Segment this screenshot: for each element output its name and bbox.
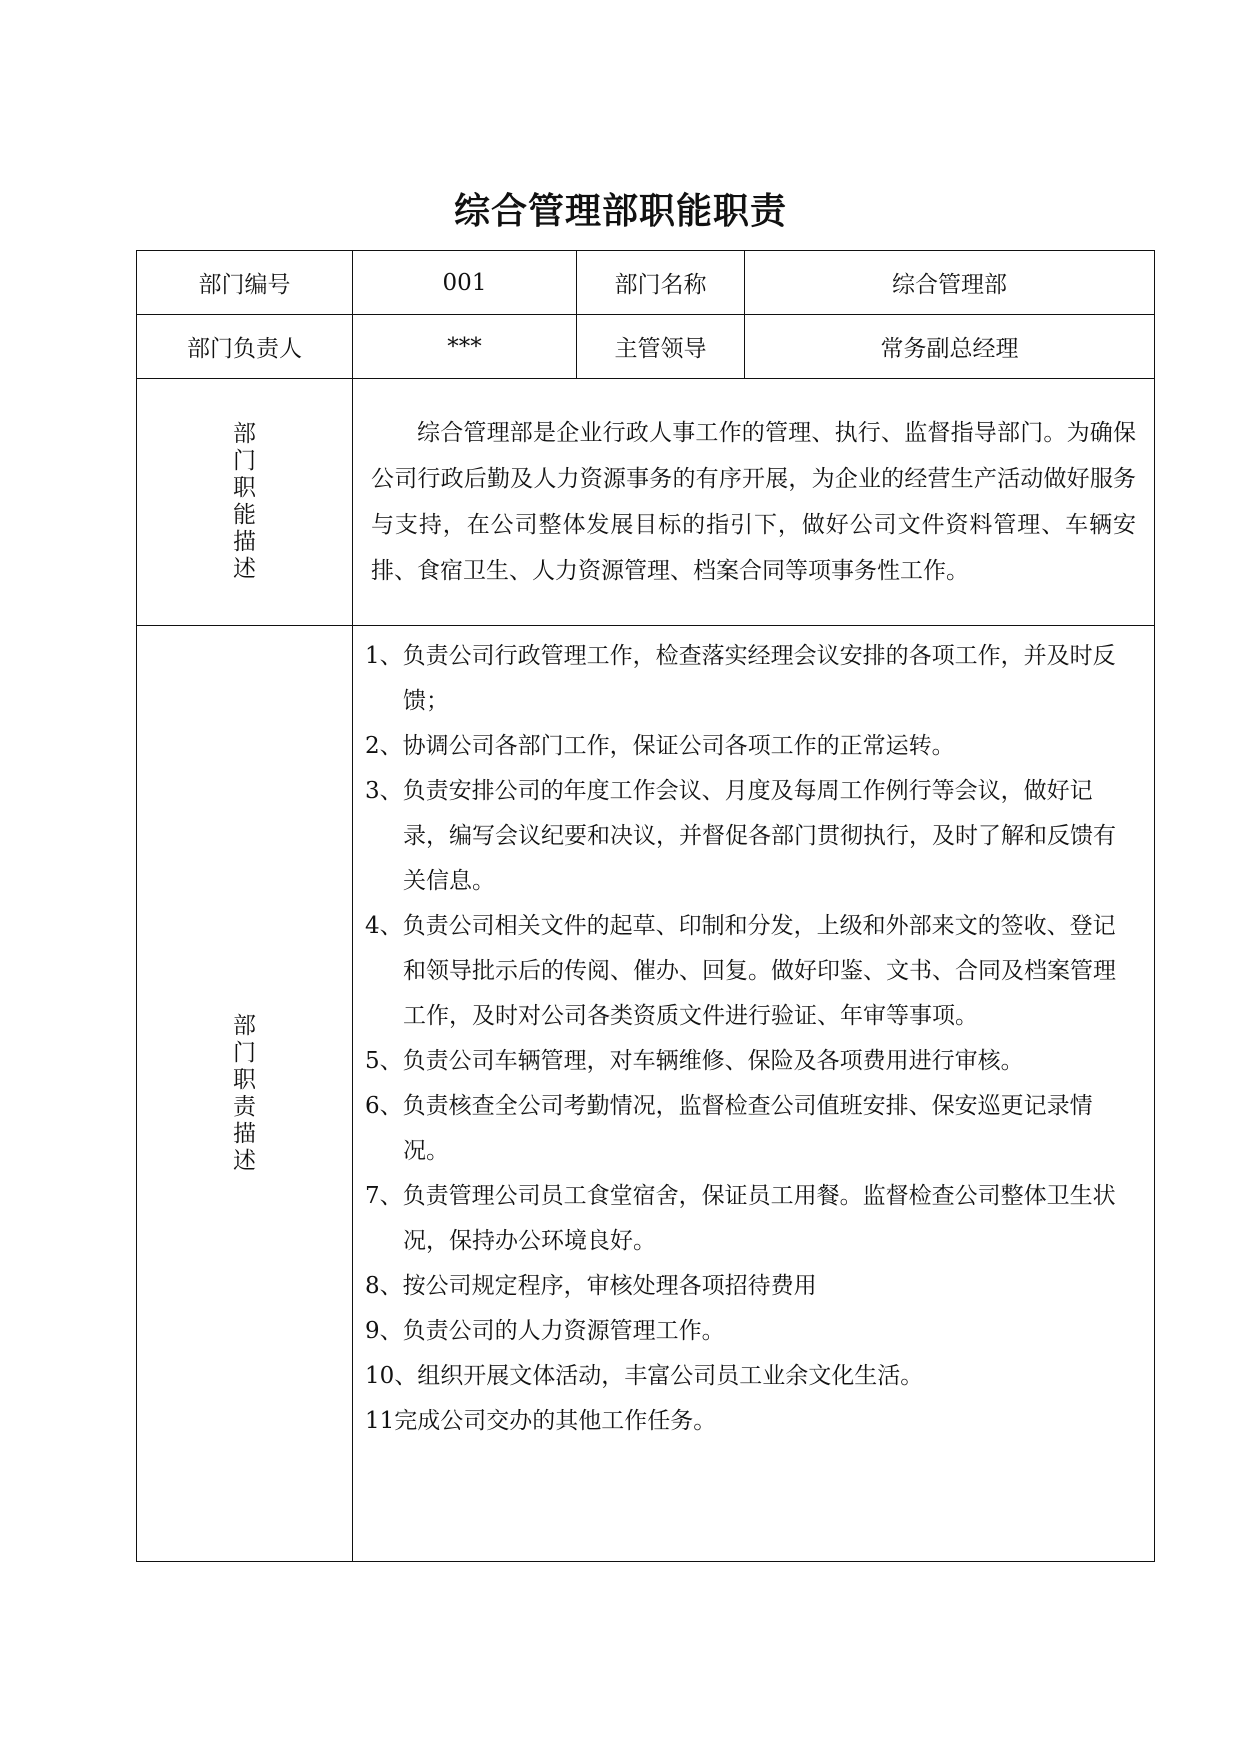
dept-no-label: 部门编号 bbox=[137, 251, 353, 315]
function-desc-label-cell bbox=[137, 379, 353, 626]
duty-table bbox=[136, 250, 1155, 1562]
table-row bbox=[137, 251, 1155, 315]
table-row bbox=[137, 626, 1155, 1562]
duty-desc-label bbox=[231, 1013, 259, 1175]
table-row bbox=[137, 379, 1155, 626]
duty-desc-label-cell bbox=[137, 626, 353, 1562]
list-item: 7、负责管理公司员工食堂宿舍，保证员工用餐。监督检查公司整体卫生状况，保持办公环境良好。 bbox=[365, 1183, 1116, 1254]
dept-no-value: 001 bbox=[353, 251, 577, 315]
label-char: 描 bbox=[233, 1120, 256, 1147]
label-char: 门 bbox=[233, 448, 256, 474]
label-char: 部 bbox=[233, 421, 256, 447]
label-char: 能 bbox=[233, 502, 256, 528]
label-char: 责 bbox=[233, 1093, 256, 1120]
function-desc-label bbox=[231, 421, 259, 583]
dept-name-value: 综合管理部 bbox=[745, 251, 1155, 315]
dept-name-label: 部门名称 bbox=[577, 251, 745, 315]
list-item: 11完成公司交办的其他工作任务。 bbox=[365, 1408, 717, 1434]
label-char: 述 bbox=[233, 556, 256, 582]
function-desc-cell bbox=[353, 379, 1155, 626]
list-item: 4、负责公司相关文件的起草、印制和分发，上级和外部来文的签收、登记和领导批示后的传阅、催办、回复。做好印鉴、文书、合同及档案管理工作，及时对公司各类资质文件进行验证、年审等事项。 bbox=[365, 913, 1116, 1029]
list-item: 1、负责公司行政管理工作，检查落实经理会议安排的各项工作，并及时反馈； bbox=[365, 643, 1116, 714]
leader-label: 主管领导 bbox=[577, 315, 745, 379]
leader-value: 常务副总经理 bbox=[745, 315, 1155, 379]
label-char: 描 bbox=[233, 529, 256, 555]
list-item: 8、按公司规定程序，审核处理各项招待费用 bbox=[365, 1273, 817, 1299]
duty-list bbox=[353, 626, 1154, 1444]
label-char: 述 bbox=[233, 1147, 256, 1174]
function-desc-text: 综合管理部是企业行政人事工作的管理、执行、监督指导部门。为确保公司行政后勤及人力资源事务的有序开展，为企业的经营生产活动做好服务与支持，在公司整体发展目标的指引下，做好公司文件资料管理、车辆安排、食宿卫生、人力资源管理、档案合同等项事务性工作。 bbox=[371, 420, 1136, 584]
dept-head-label: 部门负责人 bbox=[137, 315, 353, 379]
list-item: 3、负责安排公司的年度工作会议、月度及每周工作例行等会议，做好记录，编写会议纪要和决议，并督促各部门贯彻执行，及时了解和反馈有关信息。 bbox=[365, 778, 1116, 894]
label-char: 部 bbox=[233, 1012, 256, 1039]
label-char: 职 bbox=[233, 1066, 256, 1093]
table-row bbox=[137, 315, 1155, 379]
list-item: 9、负责公司的人力资源管理工作。 bbox=[365, 1318, 725, 1344]
list-item: 10、组织开展文体活动，丰富公司员工业余文化生活。 bbox=[365, 1363, 924, 1389]
label-char: 门 bbox=[233, 1039, 256, 1066]
label-char: 职 bbox=[233, 475, 256, 501]
dept-head-value: *** bbox=[353, 315, 577, 379]
list-item: 2、协调公司各部门工作，保证公司各项工作的正常运转。 bbox=[365, 733, 955, 759]
duty-desc-cell bbox=[353, 626, 1155, 1562]
list-item: 5、负责公司车辆管理，对车辆维修、保险及各项费用进行审核。 bbox=[365, 1048, 1024, 1074]
list-item: 6、负责核查全公司考勤情况，监督检查公司值班安排、保安巡更记录情况。 bbox=[365, 1093, 1093, 1164]
document-title: 综合管理部职能职责 bbox=[453, 190, 787, 232]
